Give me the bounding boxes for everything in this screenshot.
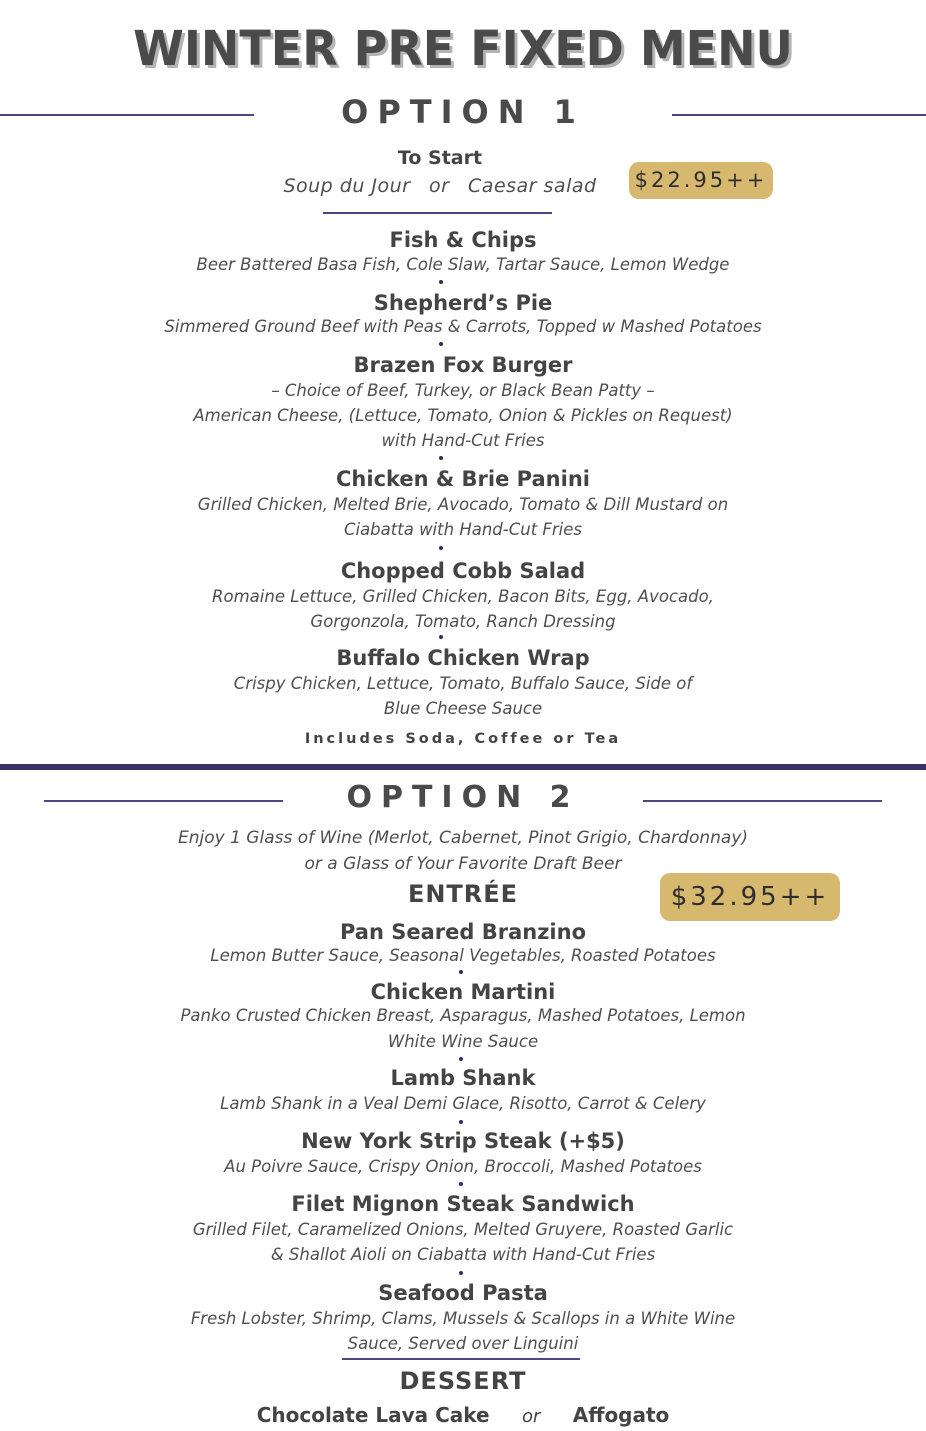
includes-note: Includes Soda, Coffee or Tea [304,731,622,747]
dish-name: Seafood Pasta [378,1281,548,1305]
dish-desc: White Wine Sauce [387,1032,539,1051]
starter-choice-caesar: Caesar salad [468,175,597,197]
option-1-price-badge: $22.95++ [629,162,773,199]
dish-desc: – Choice of Beef, Turkey, or Black Bean Patty – [271,381,655,400]
dish-name: New York Strip Steak (+$5) [301,1129,625,1153]
entree-heading: ENTRÉE [407,880,519,908]
dish-desc: Panko Crusted Chicken Breast, Asparagus, Mashed Potatoes, Lemon [180,1006,746,1025]
dish-name: Chopped Cobb Salad [340,559,586,583]
dish-desc: Crispy Chicken, Lettuce, Tomato, Buffalo Sauce, Side of [233,674,693,693]
dessert-choice-lava-cake: Chocolate Lava Cake [256,1403,490,1427]
starter-choices [240,175,640,197]
dish-name: Filet Mignon Steak Sandwich [291,1192,635,1216]
option-2-price-badge: $32.95++ [660,873,840,921]
separator-dot [459,970,463,974]
dish-desc: Sauce, Served over Linguini [347,1334,579,1353]
dish-desc: Gorgonzola, Tomato, Ranch Dressing [310,612,616,631]
separator-dot [459,1182,463,1186]
starter-underline [323,212,552,214]
drink-note: or a Glass of Your Favorite Draft Beer [304,854,622,874]
dish-desc: Blue Cheese Sauce [383,699,543,718]
dish-name: Shepherd’s Pie [373,291,553,315]
dish-name: Buffalo Chicken Wrap [336,646,590,670]
separator-dot [439,546,443,550]
dish-desc: Grilled Filet, Caramelized Onions, Melted Gruyere, Roasted Garlic [192,1220,734,1239]
dessert-divider [342,1358,580,1360]
dessert-choices [0,1403,926,1427]
separator-dot [439,342,443,346]
dessert-choice-affogato: Affogato [572,1403,670,1427]
dish-desc: Grilled Chicken, Melted Brie, Avocado, Tomato & Dill Mustard on [197,495,729,514]
dish-desc: Beer Battered Basa Fish, Cole Slaw, Tartar Sauce, Lemon Wedge [196,255,730,274]
dish-name: Chicken & Brie Panini [336,467,590,491]
separator-dot [439,280,443,284]
menu-title: WINTER PRE FIXED MENU [133,19,793,77]
dish-name: Pan Seared Branzino [339,920,587,944]
dish-desc: Simmered Ground Beef with Peas & Carrots, Topped w Mashed Potatoes [164,317,762,336]
separator-dot [439,456,443,460]
dessert-heading: DESSERT [399,1367,527,1395]
dish-desc: Romaine Lettuce, Grilled Chicken, Bacon Bits, Egg, Avocado, [212,587,714,606]
divider-line [643,800,882,802]
dish-desc: with Hand-Cut Fries [381,431,545,450]
section-divider [0,764,926,770]
separator-dot [459,1271,463,1275]
separator-dot [459,1120,463,1124]
option-1-heading: OPTION 1 [341,93,585,131]
dish-desc: & Shallot Aioli on Ciabatta with Hand-Cut Fries [270,1245,656,1264]
separator-dot [439,635,443,639]
dish-name: Brazen Fox Burger [353,353,573,377]
drink-note: Enjoy 1 Glass of Wine (Merlot, Cabernet, Pinot Grigio, Chardonnay) [177,828,749,848]
starter-or: or [429,175,450,197]
to-start-label: To Start [397,147,483,169]
dish-desc: Lamb Shank in a Veal Demi Glace, Risotto, Carrot & Celery [220,1094,706,1113]
dish-name: Chicken Martini [370,980,556,1004]
dish-name: Fish & Chips [389,228,537,252]
dish-desc: Lemon Butter Sauce, Seasonal Vegetables, Roasted Potatoes [210,946,716,965]
dish-desc: Ciabatta with Hand-Cut Fries [343,520,583,539]
dish-desc: American Cheese, (Lettuce, Tomato, Onion & Pickles on Request) [193,406,733,425]
dish-desc: Au Poivre Sauce, Crispy Onion, Broccoli, Mashed Potatoes [224,1157,702,1176]
dish-desc: Fresh Lobster, Shrimp, Clams, Mussels & Scallops in a White Wine [190,1309,736,1328]
dessert-or: or [521,1406,541,1427]
dish-name: Lamb Shank [390,1066,536,1090]
divider-line [672,114,926,116]
separator-dot [459,1057,463,1061]
starter-choice-soup: Soup du Jour [283,175,411,197]
option-2-heading: OPTION 2 [346,780,580,815]
